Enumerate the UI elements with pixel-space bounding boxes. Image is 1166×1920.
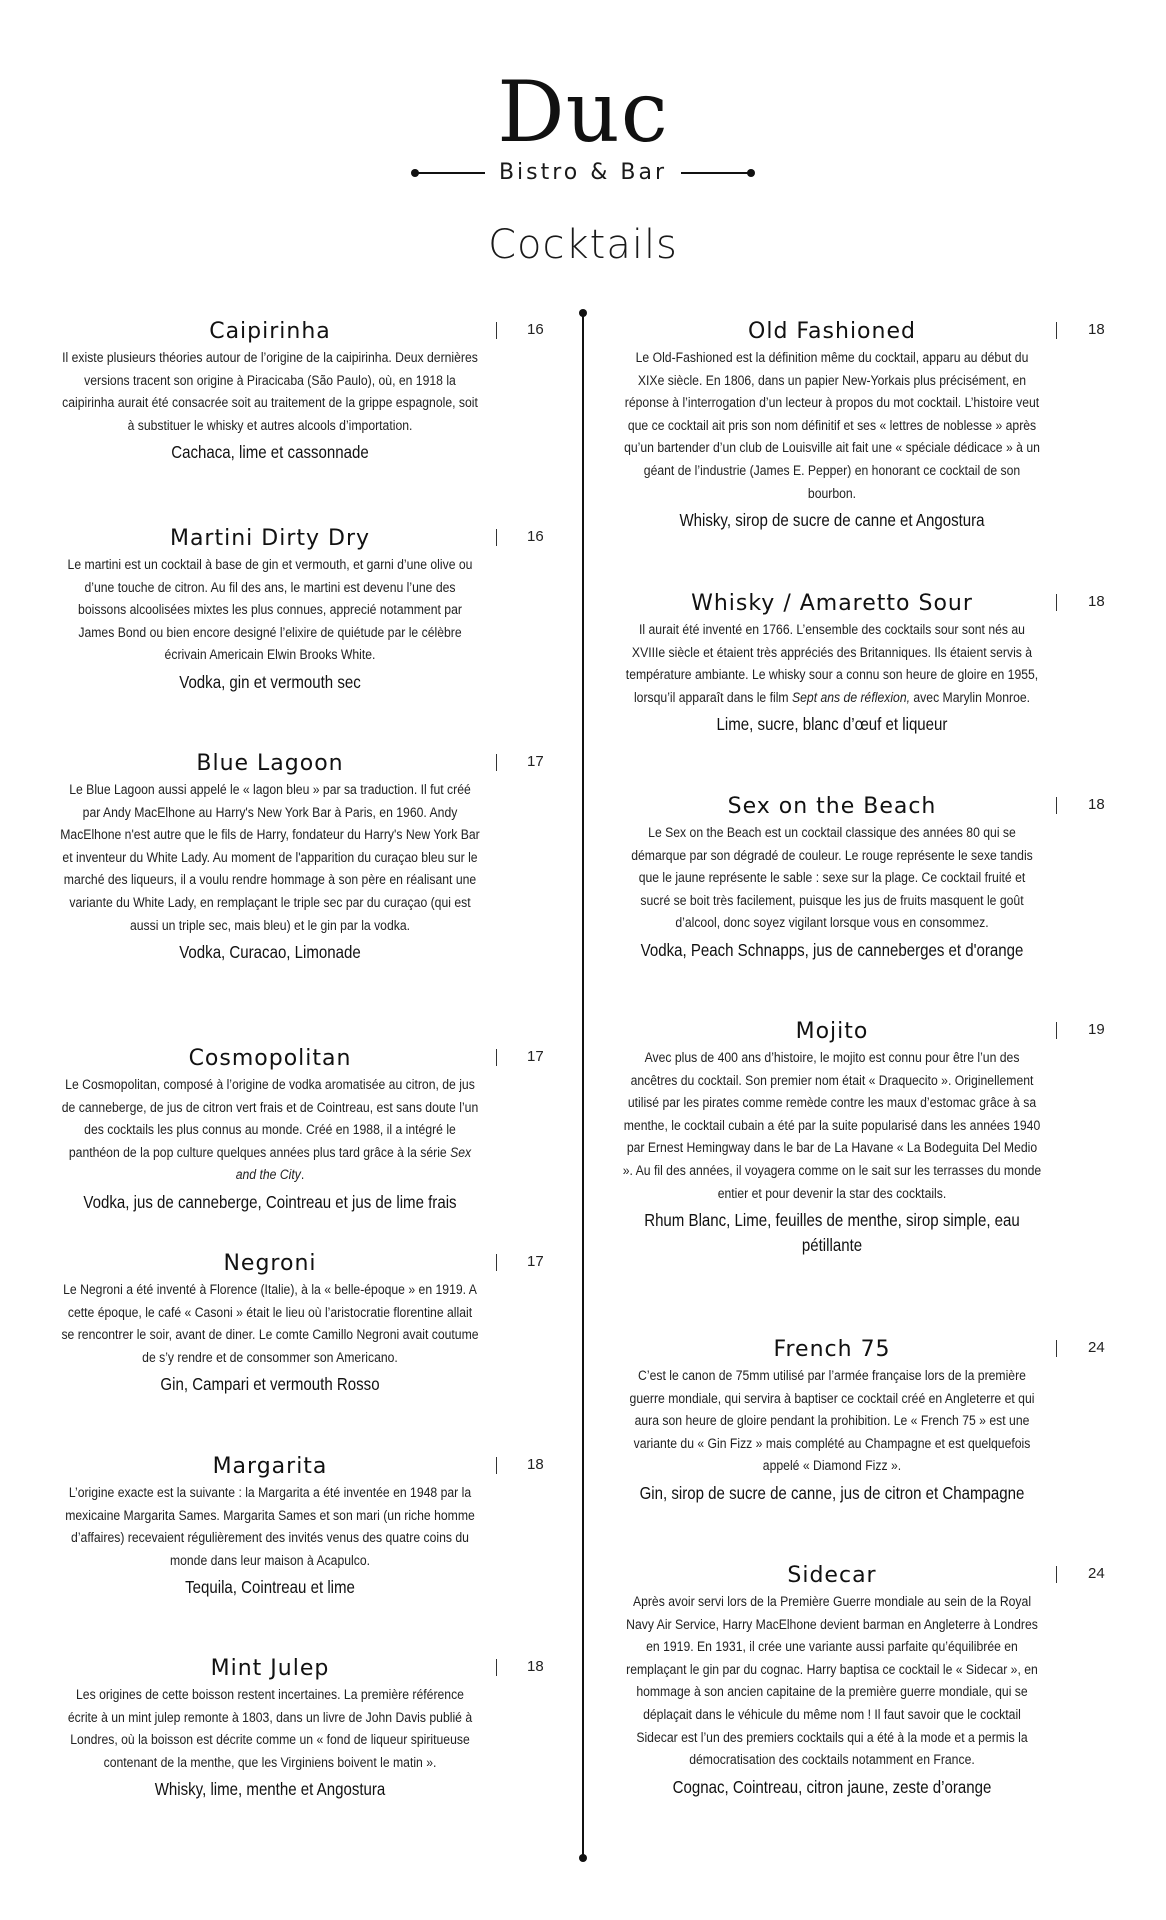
menu-item-sex-on-the-beach — [622, 793, 1105, 963]
menu-item-mint-julep — [60, 1655, 544, 1802]
item-description: Le Cosmopolitan, composé à l’origine de vodka aromatisée au citron, de jus de canneberge, de jus de citron vert frais et de Cointreau, est sans doute l’un des cocktails les plus connus au monde. Créé en 1988, il a intégré le panthéon de la pop culture quelques années plus tard grâce à la série Sex and the City. — [61, 1077, 479, 1184]
item-ingredients: Whisky, sirop de sucre de canne et Angostura — [679, 510, 985, 531]
item-ingredients: Cachaca, lime et cassonnade — [171, 442, 369, 463]
item-description: Les origines de cette boisson restent incertaines. La première référence écrite à un mint julep remonte à 1803, dans un livre de John Davis publié à Londres, où la boisson est décrite comme un « fond de liqueur spiritueuse contenant de la menthe, que les Virginiens boivent le matin ». — [67, 1687, 473, 1771]
menu-item-negroni — [60, 1250, 544, 1397]
menu-item-cosmopolitan — [60, 1045, 544, 1215]
price-separator — [1056, 797, 1057, 814]
brand-subtitle: Bistro & Bar — [498, 160, 668, 185]
item-name: Sidecar — [787, 1563, 877, 1588]
item-name: Blue Lagoon — [196, 751, 344, 776]
item-price: 18 — [1088, 796, 1105, 813]
item-name: Whisky / Amaretto Sour — [691, 591, 973, 616]
price-separator — [496, 1254, 497, 1271]
price-separator — [496, 529, 497, 546]
item-description: Après avoir servi lors de la Première Guerre mondiale au sein de la Royal Navy Air Service, Harry MacElhone devient barman en Angleterre à Londres en 1919. En 1931, il crée une variante aussi parfaite qu’équilibrée en remplaçant le gin par du cognac. Harry baptisa ce cocktail le « Sidecar », en hommage à son ancien capitaine de la première guerre mondiale, qui se déplaçait dans le véhicule du même nom ! Il faut savoir que le cocktail Sidecar est l’un des premiers cocktails qui a été à la mode et a permis la démocratisation des cocktails notamment en France. — [626, 1594, 1038, 1769]
item-price: 18 — [527, 1658, 544, 1675]
menu-item-margarita — [60, 1453, 544, 1600]
menu-item-sidecar — [622, 1562, 1105, 1800]
italic-title: Sex and the City — [235, 1144, 472, 1184]
section-title: Cocktails — [488, 222, 678, 268]
right-decorative-rule — [681, 172, 751, 174]
column-divider — [582, 313, 584, 1858]
item-description: Il existe plusieurs théories autour de l’origine de la caipirinha. Deux dernières versions tracent son origine à Piracicaba (São Paulo), où, en 1918 la caipirinha aurait été consacrée soit au traitement de la grippe espagnole, soit à substituer le whisky et autres alcools d’importation. — [62, 350, 478, 434]
item-ingredients: Tequila, Cointreau et lime — [185, 1577, 355, 1598]
left-decorative-rule — [415, 172, 485, 174]
item-ingredients: Cognac, Cointreau, citron jaune, zeste d’orange — [672, 1776, 992, 1797]
item-description: Avec plus de 400 ans d’histoire, le mojito est connu pour être l’un des ancêtres du cocktail. Son premier nom était « Draquecito ». Originellement utilisé par les pirates comme remède contre les maux d’estomac grâce à sa menthe, le cocktail cubain a été par la suite popularisé dans les années 1940 par Ernest Hemingway dans le bar de La Havane « La Bodeguita Del Medio ». Au fil des années, il voyagera comme on le sait sur les terrasses du monde entier et pour devenir la star des cocktails. — [622, 1050, 1042, 1202]
menu-header — [0, 63, 1166, 185]
item-name: Old Fashioned — [748, 319, 916, 344]
item-ingredients: Whisky, lime, menthe et Angostura — [154, 1779, 386, 1800]
item-name: Sex on the Beach — [727, 794, 937, 819]
item-price: 17 — [527, 753, 544, 770]
item-description: Le Negroni a été inventé à Florence (Italie), à la « belle-époque » en 1919. A cette époque, le café « Casoni » était le lieu où l’aristocratie florentine allait se rencontrer le soir, avant de diner. Le comte Camillo Negroni avait coutume de s’y rendre et de consommer son Americano. — [61, 1282, 479, 1366]
item-price: 17 — [527, 1253, 544, 1270]
menu-item-mojito — [622, 1018, 1105, 1258]
price-separator — [1056, 1340, 1057, 1357]
item-price: 16 — [527, 528, 544, 545]
item-ingredients: Rhum Blanc, Lime, feuilles de menthe, sirop simple, eau pétillante — [644, 1210, 1020, 1256]
menu-item-old-fashioned — [622, 318, 1105, 533]
price-separator — [496, 1049, 497, 1066]
menu-item-martini-dirty-dry — [60, 525, 544, 695]
menu-item-blue-lagoon — [60, 750, 544, 965]
item-ingredients: Vodka, jus de canneberge, Cointreau et jus de lime frais — [83, 1191, 457, 1212]
item-name: Negroni — [223, 1251, 317, 1276]
item-description: C’est le canon de 75mm utilisé par l’armée française lors de la première guerre mondiale, qui servira à baptiser ce cocktail créé en Angleterre et qui aura son heure de gloire pendant la prohibition. Le « French 75 » est une variante du « Gin Fizz » mais complété au Champagne et est quelquefois appelé « Diamond Fizz ». — [629, 1368, 1035, 1475]
price-separator — [1056, 594, 1057, 611]
menu-item-whisky-amaretto-sour — [622, 590, 1105, 737]
menu-item-caipirinha — [60, 318, 544, 465]
item-price: 18 — [527, 1456, 544, 1473]
subtitle-row — [0, 160, 1166, 185]
price-separator — [496, 1457, 497, 1474]
price-separator — [496, 322, 497, 339]
item-price: 24 — [1088, 1339, 1105, 1356]
item-name: Cosmopolitan — [188, 1046, 352, 1071]
item-name: Mojito — [795, 1019, 869, 1044]
price-separator — [496, 754, 497, 771]
item-description: Le martini est un cocktail à base de gin et vermouth, et garni d’une olive ou d’une touche de citron. Au fil des ans, le martini est devenu l’une des boissons alcoolisées mixtes les plus connues, apprecié notamment par James Bond ou bien encore designé l’elixire de quiétude par le célèbre écrivain Americain Elwin Brooks White. — [67, 557, 473, 664]
item-description: Il aurait été inventé en 1766. L’ensemble des cocktails sour sont nés au XVIIIe siècle et étaient très appréciés des Britanniques. Ils étaient servis à température ambiante. Le whisky sour a connu son heure de gloire en 1955, lorsqu’il apparaît dans le film Sept ans de réflexion, avec Marylin Monroe. — [625, 622, 1039, 706]
price-separator — [496, 1659, 497, 1676]
item-price: 16 — [527, 321, 544, 338]
item-price: 18 — [1088, 593, 1105, 610]
price-separator — [1056, 1022, 1057, 1039]
item-ingredients: Gin, Campari et vermouth Rosso — [160, 1374, 380, 1395]
item-price: 17 — [527, 1048, 544, 1065]
item-description: Le Sex on the Beach est un cocktail classique des années 80 qui se démarque par son dégradé de couleur. Le rouge représente le sexe tandis que le jaune représente le sable : sexe sur la plage. Ce cocktail fruité et sucré se boit très facilement, puisque les jus de fruits masquent le goût d’alcool, donc soyez vigilant lorsque vous en consommez. — [631, 825, 1033, 932]
item-name: Margarita — [212, 1454, 328, 1479]
item-price: 18 — [1088, 321, 1105, 338]
item-name: Mint Julep — [210, 1656, 330, 1681]
price-separator — [1056, 322, 1057, 339]
item-name: French 75 — [773, 1337, 891, 1362]
italic-title: Sept ans de réflexion, — [791, 689, 911, 706]
price-separator — [1056, 1566, 1057, 1583]
item-name: Caipirinha — [209, 319, 331, 344]
item-price: 19 — [1088, 1021, 1105, 1038]
item-description: Le Old-Fashioned est la définition même du cocktail, apparu au début du XIXe siècle. En 1806, dans un papier New-Yorkais plus précisément, en réponse à l’interrogation d’un lecteur à propos du mot cocktail. L’histoire veut que ce cocktail ait pris son nom définitif et ses « lettres de noblesse » après qu’un bartender d’un club de Louisville ait fait une « spéciale dédicace » à un géant de l’industrie (James E. Pepper) en honorant ce cocktail de son bourbon. — [624, 350, 1040, 502]
item-ingredients: Vodka, Curacao, Limonade — [179, 942, 361, 963]
item-ingredients: Gin, sirop de sucre de canne, jus de citron et Champagne — [639, 1482, 1025, 1503]
item-description: L’origine exacte est la suivante : la Margarita a été inventée en 1948 par la mexicaine Margarita Sames. Margarita Sames et son mari (un riche homme d’affaires) recevaient régulièrement des invités venus des quatre coins du monde dans leur maison à Acapulco. — [65, 1485, 475, 1569]
item-name: Martini Dirty Dry — [169, 526, 371, 551]
item-ingredients: Vodka, gin et vermouth sec — [179, 671, 361, 692]
menu-item-french-75 — [622, 1336, 1105, 1506]
item-ingredients: Lime, sucre, blanc d’œuf et liqueur — [716, 714, 948, 735]
item-description: Le Blue Lagoon aussi appelé le « lagon bleu » par sa traduction. Il fut créé par Andy MacElhone au Harry's New York Bar à Paris, en 1960. Andy MacElhone n'est autre que le fils de Harry, fondateur du Harry's New York Bar et inventeur du White Lady. Au moment de l'apparition du curaçao bleu sur le marché des liqueurs, il a voulu rendre hommage à son père en réalisant une variante du White Lady, en remplaçant le triple sec par du curaçao (qui est aussi un triple sec, mais bleu) et le gin par la vodka. — [60, 782, 480, 934]
item-price: 24 — [1088, 1565, 1105, 1582]
brand-name: Duc — [497, 63, 669, 161]
item-ingredients: Vodka, Peach Schnapps, jus de canneberges et d'orange — [640, 939, 1024, 960]
